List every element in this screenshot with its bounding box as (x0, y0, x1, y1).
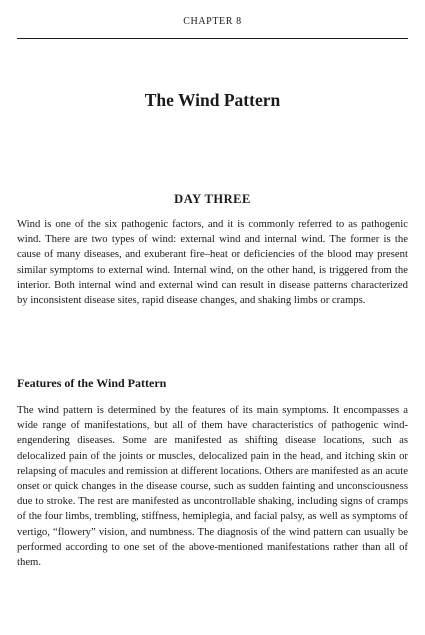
subsection-heading: Features of the Wind Pattern (17, 376, 167, 390)
running-head: CHAPTER 8 (183, 16, 242, 27)
header-rule (17, 38, 408, 39)
section-heading: DAY THREE (174, 192, 251, 206)
intro-paragraph: Wind is one of the six pathogenic factors, and it is commonly referred to as pathogenic wind. There are two types of wind: external wind and internal wind. The former is the cause of many diseases, and exuberant fire–heat or deficiencies of the blood may present similar symptoms to external wind. Internal wind, on the other hand, is triggered from the interior. Both internal wind and external wind can result in disease patterns characterized by inconsistent disease sites, rapid disease changes, and shaking limbs or cramps. (17, 218, 408, 307)
features-paragraph: The wind pattern is determined by the features of its main symptoms. It encompasses a wide range of manifestations, but all of them have characteristics of pathogenic wind-engendering diseases. Some are manifested as shifting disease locations, such as delocalized pain of the joints or muscles, delocalized pain in the head, and itching skin or relapsing of macules and remission at different locations. Others are manifested as an acute onset or quick changes in the disease course, such as sudden fainting and unconsciousness due to stroke. The rest are manifested as uncontrollable shaking, including signs of cramps of the four limbs, trembling, stiffness, hemiplegia, and facial palsy, as well as symptoms of vertigo, “flowery” vision, and numbness. The diagnosis of the wind pattern can usually be performed according to one set of the above-mentioned manifestations rather than all of them. (17, 404, 408, 569)
chapter-title: The Wind Pattern (144, 90, 281, 110)
